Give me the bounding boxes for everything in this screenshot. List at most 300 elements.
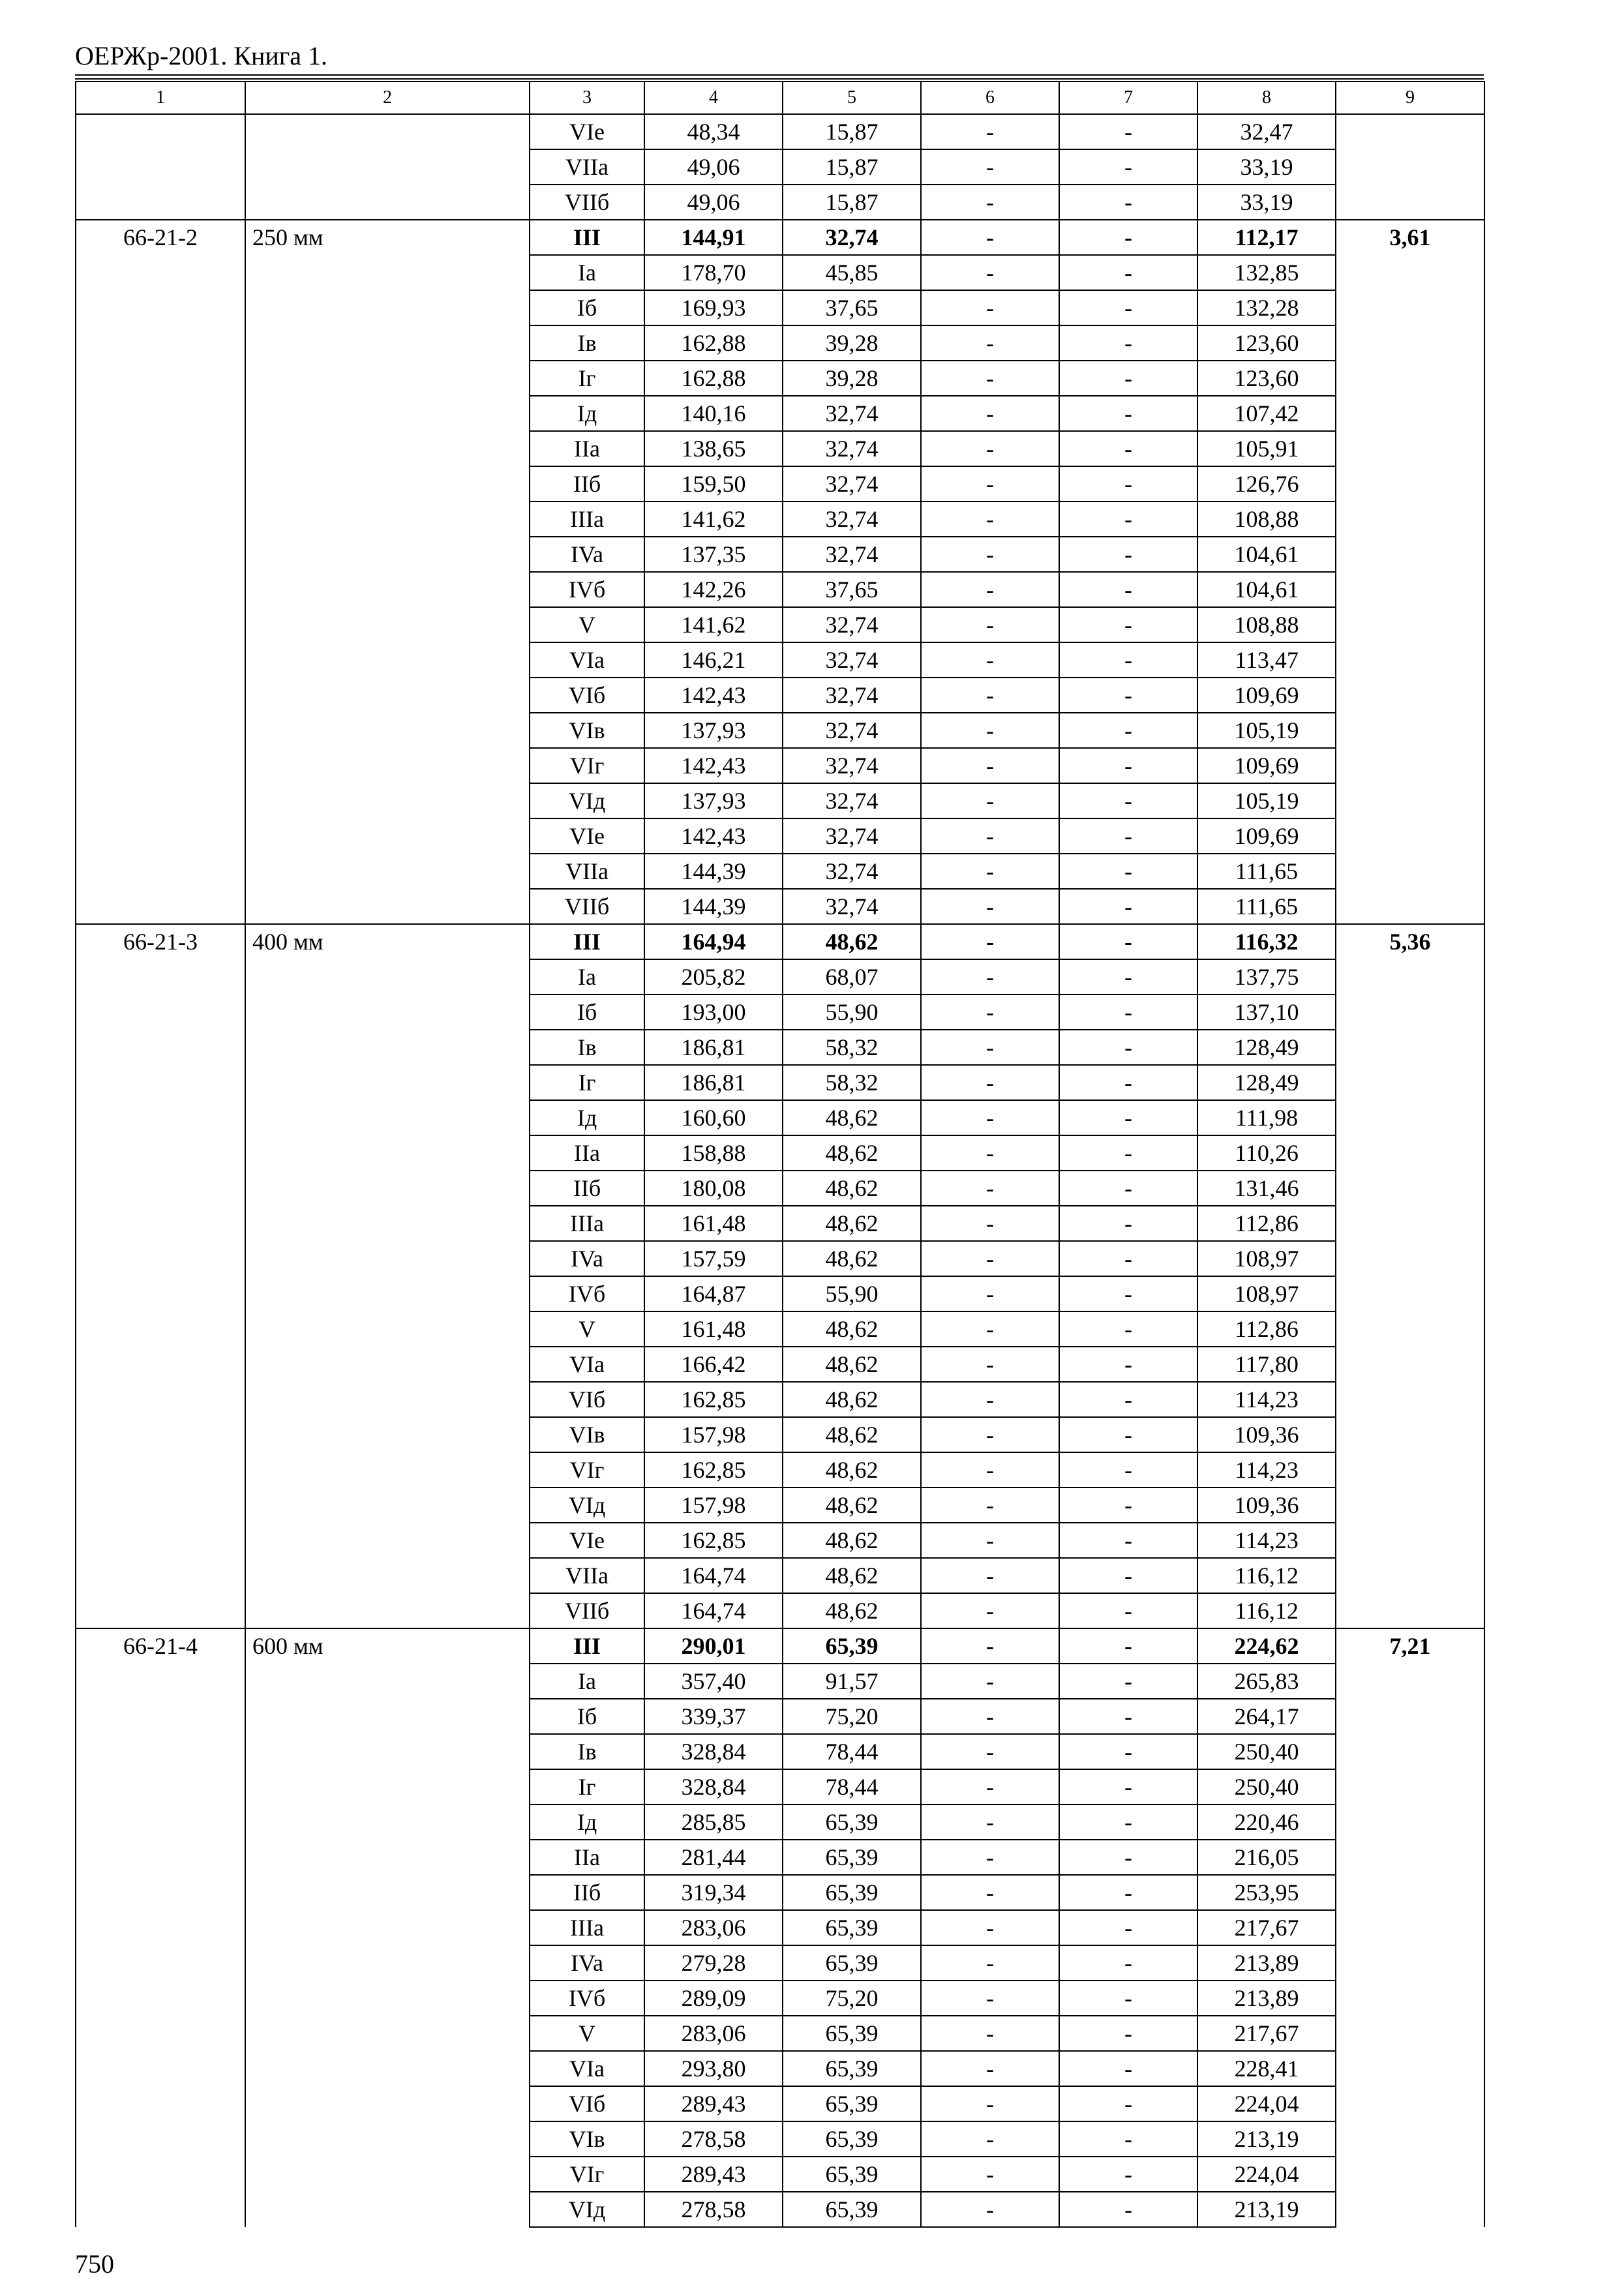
value-cell: 108,97 [1197, 1276, 1336, 1311]
value-cell: - [1059, 1488, 1197, 1523]
value-cell: 144,39 [644, 889, 783, 924]
table-row [76, 114, 1484, 149]
zone-cell: IIIa [530, 1206, 644, 1241]
value-cell: 290,01 [644, 1628, 783, 1664]
zone-cell: Iв [530, 1734, 644, 1769]
value-cell: 48,62 [783, 1347, 921, 1382]
value-cell: - [921, 995, 1059, 1030]
zone-cell: Ia [530, 1664, 644, 1699]
value-cell: 104,61 [1197, 537, 1336, 572]
value-cell: - [921, 2086, 1059, 2121]
value-cell: - [921, 290, 1059, 325]
value-cell: 109,69 [1197, 818, 1336, 854]
value-cell: - [1059, 642, 1197, 678]
value-cell: 216,05 [1197, 1840, 1336, 1875]
value-cell: - [1059, 818, 1197, 854]
value-cell: 48,62 [783, 1488, 921, 1523]
value-cell: 32,74 [783, 713, 921, 748]
value-cell: - [921, 1840, 1059, 1875]
value-cell: 65,39 [783, 2121, 921, 2157]
value-cell: 15,87 [783, 185, 921, 220]
value-cell: 65,39 [783, 1804, 921, 1840]
page-number: 750 [75, 2249, 114, 2279]
value-cell: 48,62 [783, 1135, 921, 1171]
value-cell: - [1059, 1699, 1197, 1734]
zone-cell: IVб [530, 1981, 644, 2016]
value-cell: 48,62 [783, 1382, 921, 1417]
value-cell: 117,80 [1197, 1347, 1336, 1382]
value-cell: 162,85 [644, 1382, 783, 1417]
value-cell: 48,62 [783, 1558, 921, 1593]
value-cell: 285,85 [644, 1804, 783, 1840]
value-cell: 131,46 [1197, 1171, 1336, 1206]
value-cell: - [1059, 149, 1197, 185]
value-cell: 123,60 [1197, 325, 1336, 361]
value-cell: 48,62 [783, 924, 921, 959]
value-cell: 114,23 [1197, 1523, 1336, 1558]
value-cell: 32,74 [783, 642, 921, 678]
value-cell: - [1059, 1558, 1197, 1593]
value-cell: 162,88 [644, 361, 783, 396]
value-cell: 162,88 [644, 325, 783, 361]
zone-cell: VIIa [530, 149, 644, 185]
value-cell: - [921, 1488, 1059, 1523]
value-cell: - [921, 2051, 1059, 2086]
value-cell: - [1059, 1030, 1197, 1065]
value-cell: 108,88 [1197, 501, 1336, 537]
rate-code-cell [76, 114, 245, 220]
value-cell: 250,40 [1197, 1734, 1336, 1769]
value-cell: 65,39 [783, 2157, 921, 2192]
zone-cell: III [530, 220, 644, 255]
value-cell: - [921, 572, 1059, 607]
value-cell: 142,43 [644, 678, 783, 713]
value-cell: 49,06 [644, 185, 783, 220]
table-row [76, 220, 1484, 255]
value-cell: 48,34 [644, 114, 783, 149]
zone-cell: IIIa [530, 1910, 644, 1945]
value-cell: 289,43 [644, 2086, 783, 2121]
value-cell: 142,43 [644, 748, 783, 783]
zone-cell: VIд [530, 783, 644, 818]
value-cell: - [1059, 1664, 1197, 1699]
value-cell: 328,84 [644, 1769, 783, 1804]
value-cell: - [921, 1241, 1059, 1276]
value-cell: 157,59 [644, 1241, 783, 1276]
value-cell: 32,74 [783, 537, 921, 572]
value-cell: - [921, 1769, 1059, 1804]
value-cell: 319,34 [644, 1875, 783, 1910]
value-cell: 161,48 [644, 1206, 783, 1241]
table-body [76, 82, 1484, 2227]
value-cell: 45,85 [783, 255, 921, 290]
value-cell: - [921, 1523, 1059, 1558]
value-cell: - [921, 220, 1059, 255]
value-cell: - [1059, 1523, 1197, 1558]
value-cell: - [921, 361, 1059, 396]
value-cell: - [921, 1628, 1059, 1664]
value-cell: - [1059, 1875, 1197, 1910]
column-header: 9 [1336, 82, 1484, 114]
value-cell: 178,70 [644, 255, 783, 290]
value-cell: 48,62 [783, 1206, 921, 1241]
zone-cell: III [530, 1628, 644, 1664]
value-cell: - [1059, 924, 1197, 959]
zone-cell: VIa [530, 2051, 644, 2086]
zone-cell: VIг [530, 2157, 644, 2192]
value-cell: 137,75 [1197, 959, 1336, 995]
value-cell: 339,37 [644, 1699, 783, 1734]
zone-cell: Ia [530, 255, 644, 290]
value-cell: 65,39 [783, 1628, 921, 1664]
zone-cell: IIa [530, 1135, 644, 1171]
value-cell: - [1059, 255, 1197, 290]
value-cell: - [1059, 431, 1197, 466]
zone-cell: VIг [530, 1452, 644, 1488]
value-cell: - [1059, 1347, 1197, 1382]
header-rule [75, 74, 1484, 76]
value-cell: - [921, 1734, 1059, 1769]
document-header: ОЕРЖр-2001. Книга 1. [75, 41, 327, 70]
value-cell: 75,20 [783, 1699, 921, 1734]
zone-cell: V [530, 607, 644, 642]
value-cell: 112,86 [1197, 1206, 1336, 1241]
size-cell: 600 мм [245, 1628, 530, 2227]
value-cell: - [1059, 1628, 1197, 1664]
value-cell: 109,69 [1197, 678, 1336, 713]
value-cell: 65,39 [783, 2051, 921, 2086]
value-cell: 116,32 [1197, 924, 1336, 959]
value-cell: 137,10 [1197, 995, 1336, 1030]
value-cell: 228,41 [1197, 2051, 1336, 2086]
value-cell: 114,23 [1197, 1452, 1336, 1488]
value-cell: 142,43 [644, 818, 783, 854]
value-cell: 217,67 [1197, 2016, 1336, 2051]
zone-cell: V [530, 2016, 644, 2051]
value-cell: 48,62 [783, 1593, 921, 1628]
value-cell: 186,81 [644, 1065, 783, 1100]
header-rule [75, 78, 1484, 80]
value-cell: 32,74 [783, 783, 921, 818]
zone-cell: IVa [530, 537, 644, 572]
value-cell: - [1059, 1311, 1197, 1347]
value-cell: 75,20 [783, 1981, 921, 2016]
value-cell: - [1059, 995, 1197, 1030]
value-cell: 166,42 [644, 1347, 783, 1382]
value-cell: - [921, 642, 1059, 678]
value-cell: 48,62 [783, 1523, 921, 1558]
value-cell: 110,26 [1197, 1135, 1336, 1171]
value-cell: - [1059, 1804, 1197, 1840]
size-cell [245, 114, 530, 220]
value-cell: - [921, 959, 1059, 995]
rate-code-cell: 66-21-3 [76, 924, 245, 1628]
value-cell: - [1059, 1769, 1197, 1804]
value-cell: 278,58 [644, 2121, 783, 2157]
value-cell: 224,04 [1197, 2086, 1336, 2121]
value-cell: 113,47 [1197, 642, 1336, 678]
zone-cell: IIб [530, 466, 644, 501]
value-cell: 142,26 [644, 572, 783, 607]
value-cell: - [921, 1910, 1059, 1945]
value-cell: 32,74 [783, 396, 921, 431]
value-cell: - [1059, 1840, 1197, 1875]
value-cell: 217,67 [1197, 1910, 1336, 1945]
value-cell: 126,76 [1197, 466, 1336, 501]
value-cell: - [1059, 2121, 1197, 2157]
value-cell: 109,36 [1197, 1417, 1336, 1452]
value-cell: - [921, 889, 1059, 924]
value-cell: 37,65 [783, 572, 921, 607]
value-cell: - [921, 1276, 1059, 1311]
value-cell: - [1059, 1910, 1197, 1945]
value-cell: 32,74 [783, 818, 921, 854]
zone-cell: V [530, 1311, 644, 1347]
value-cell: - [1059, 1593, 1197, 1628]
value-cell: 213,19 [1197, 2192, 1336, 2227]
value-cell: - [921, 2121, 1059, 2157]
zone-cell: VIв [530, 713, 644, 748]
value-cell: - [921, 1206, 1059, 1241]
size-cell: 400 мм [245, 924, 530, 1628]
zone-cell: IIб [530, 1875, 644, 1910]
value-cell: - [921, 149, 1059, 185]
column-header: 1 [76, 82, 245, 114]
zone-cell: VIб [530, 1382, 644, 1417]
value-cell: 65,39 [783, 1875, 921, 1910]
value-cell: 128,49 [1197, 1065, 1336, 1100]
value-cell: 58,32 [783, 1065, 921, 1100]
value-cell: 161,48 [644, 1311, 783, 1347]
value-cell: - [1059, 1945, 1197, 1981]
zone-cell: IIб [530, 1171, 644, 1206]
value-cell: - [1059, 2051, 1197, 2086]
value-cell: 289,09 [644, 1981, 783, 2016]
table-row [76, 1628, 1484, 1664]
value-cell: 180,08 [644, 1171, 783, 1206]
zone-cell: Iб [530, 995, 644, 1030]
zone-cell: Iг [530, 1065, 644, 1100]
zone-cell: IIa [530, 1840, 644, 1875]
zone-cell: VIд [530, 1488, 644, 1523]
value-cell: 250,40 [1197, 1769, 1336, 1804]
value-cell: - [1059, 2157, 1197, 2192]
zone-cell: VIв [530, 2121, 644, 2157]
value-cell: - [1059, 2086, 1197, 2121]
value-cell: - [1059, 1452, 1197, 1488]
value-cell: 32,74 [783, 501, 921, 537]
zone-cell: IVa [530, 1945, 644, 1981]
value-cell: 141,62 [644, 607, 783, 642]
value-cell: 108,88 [1197, 607, 1336, 642]
value-cell: 141,62 [644, 501, 783, 537]
zone-cell: VIб [530, 678, 644, 713]
value-cell: - [921, 713, 1059, 748]
value-cell: - [921, 1100, 1059, 1135]
column-header: 5 [783, 82, 921, 114]
value-cell: 160,60 [644, 1100, 783, 1135]
value-cell: 213,19 [1197, 2121, 1336, 2157]
value-cell: - [921, 678, 1059, 713]
value-cell: 264,17 [1197, 1699, 1336, 1734]
zone-cell: VIIб [530, 1593, 644, 1628]
value-cell: - [921, 1171, 1059, 1206]
value-cell: 278,58 [644, 2192, 783, 2227]
value-cell: 111,65 [1197, 854, 1336, 889]
value-cell: - [921, 1135, 1059, 1171]
value-cell: - [1059, 466, 1197, 501]
value-cell: 104,61 [1197, 572, 1336, 607]
value-cell: - [921, 1065, 1059, 1100]
value-cell: 116,12 [1197, 1593, 1336, 1628]
value-cell: - [921, 1699, 1059, 1734]
value-cell: 65,39 [783, 2192, 921, 2227]
value-cell: 65,39 [783, 2016, 921, 2051]
value-cell: 157,98 [644, 1488, 783, 1523]
value-cell: 205,82 [644, 959, 783, 995]
value-cell: - [921, 1593, 1059, 1628]
value-cell: - [1059, 783, 1197, 818]
value-cell: - [921, 1981, 1059, 2016]
zone-cell: IVб [530, 572, 644, 607]
value-cell: 32,74 [783, 854, 921, 889]
zone-cell: Ia [530, 959, 644, 995]
column-header: 6 [921, 82, 1059, 114]
value-cell: - [1059, 290, 1197, 325]
value-cell: 140,16 [644, 396, 783, 431]
zone-cell: VIe [530, 818, 644, 854]
zone-cell: Iг [530, 1769, 644, 1804]
zone-cell: VIIa [530, 1558, 644, 1593]
value-cell: 112,17 [1197, 220, 1336, 255]
rate-code-cell: 66-21-4 [76, 1628, 245, 2227]
value-cell: - [1059, 1135, 1197, 1171]
value-cell: 68,07 [783, 959, 921, 995]
value-cell: - [921, 396, 1059, 431]
zone-cell: Iд [530, 396, 644, 431]
value-cell: 15,87 [783, 114, 921, 149]
value-cell: - [1059, 1981, 1197, 2016]
table-row [76, 924, 1484, 959]
col9-cell: 7,21 [1336, 1628, 1484, 2227]
value-cell: - [921, 1804, 1059, 1840]
value-cell: 279,28 [644, 1945, 783, 1981]
value-cell: 159,50 [644, 466, 783, 501]
value-cell: - [921, 537, 1059, 572]
value-cell: 144,91 [644, 220, 783, 255]
value-cell: 32,74 [783, 748, 921, 783]
value-cell: 111,65 [1197, 889, 1336, 924]
column-header: 8 [1197, 82, 1336, 114]
value-cell: 169,93 [644, 290, 783, 325]
value-cell: 39,28 [783, 361, 921, 396]
value-cell: 137,93 [644, 713, 783, 748]
col9-cell: 5,36 [1336, 924, 1484, 1628]
value-cell: 55,90 [783, 1276, 921, 1311]
value-cell: - [1059, 2192, 1197, 2227]
value-cell: - [1059, 1100, 1197, 1135]
zone-cell: Iб [530, 290, 644, 325]
value-cell: 48,62 [783, 1417, 921, 1452]
zone-cell: Iв [530, 1030, 644, 1065]
zone-cell: VIв [530, 1417, 644, 1452]
zone-cell: IIIa [530, 501, 644, 537]
zone-cell: Iд [530, 1100, 644, 1135]
zone-cell: Iг [530, 361, 644, 396]
value-cell: 164,87 [644, 1276, 783, 1311]
value-cell: - [921, 466, 1059, 501]
value-cell: 265,83 [1197, 1664, 1336, 1699]
value-cell: - [921, 1875, 1059, 1910]
zone-cell: III [530, 924, 644, 959]
value-cell: - [1059, 396, 1197, 431]
column-number-row [76, 82, 1484, 114]
column-header: 2 [245, 82, 530, 114]
value-cell: 32,74 [783, 607, 921, 642]
value-cell: - [921, 1945, 1059, 1981]
value-cell: - [921, 1382, 1059, 1417]
value-cell: 357,40 [644, 1664, 783, 1699]
zone-cell: VIб [530, 2086, 644, 2121]
value-cell: - [921, 783, 1059, 818]
value-cell: 144,39 [644, 854, 783, 889]
value-cell: 281,44 [644, 1840, 783, 1875]
value-cell: 283,06 [644, 2016, 783, 2051]
value-cell: 193,00 [644, 995, 783, 1030]
price-table [75, 81, 1485, 2228]
value-cell: - [921, 1311, 1059, 1347]
value-cell: - [921, 1417, 1059, 1452]
value-cell: 128,49 [1197, 1030, 1336, 1065]
value-cell: - [1059, 854, 1197, 889]
value-cell: 289,43 [644, 2157, 783, 2192]
zone-cell: IIa [530, 431, 644, 466]
value-cell: - [1059, 501, 1197, 537]
value-cell: 49,06 [644, 149, 783, 185]
value-cell: 91,57 [783, 1664, 921, 1699]
value-cell: - [921, 325, 1059, 361]
zone-cell: IVб [530, 1276, 644, 1311]
value-cell: 138,65 [644, 431, 783, 466]
value-cell: 15,87 [783, 149, 921, 185]
value-cell: 132,28 [1197, 290, 1336, 325]
value-cell: - [921, 748, 1059, 783]
zone-cell: VIa [530, 1347, 644, 1382]
value-cell: 39,28 [783, 325, 921, 361]
value-cell: 55,90 [783, 995, 921, 1030]
zone-cell: Iв [530, 325, 644, 361]
col9-cell: 3,61 [1336, 220, 1484, 924]
value-cell: 32,74 [783, 220, 921, 255]
value-cell: 213,89 [1197, 1981, 1336, 2016]
value-cell: - [1059, 114, 1197, 149]
value-cell: - [1059, 572, 1197, 607]
value-cell: - [921, 854, 1059, 889]
zone-cell: VIд [530, 2192, 644, 2227]
zone-cell: VIe [530, 114, 644, 149]
value-cell: 107,42 [1197, 396, 1336, 431]
value-cell: - [1059, 1241, 1197, 1276]
value-cell: - [921, 114, 1059, 149]
value-cell: 137,93 [644, 783, 783, 818]
value-cell: - [921, 924, 1059, 959]
zone-cell: Iд [530, 1804, 644, 1840]
value-cell: 146,21 [644, 642, 783, 678]
value-cell: 48,62 [783, 1100, 921, 1135]
value-cell: - [921, 2192, 1059, 2227]
value-cell: 112,86 [1197, 1311, 1336, 1347]
zone-cell: VIIб [530, 185, 644, 220]
